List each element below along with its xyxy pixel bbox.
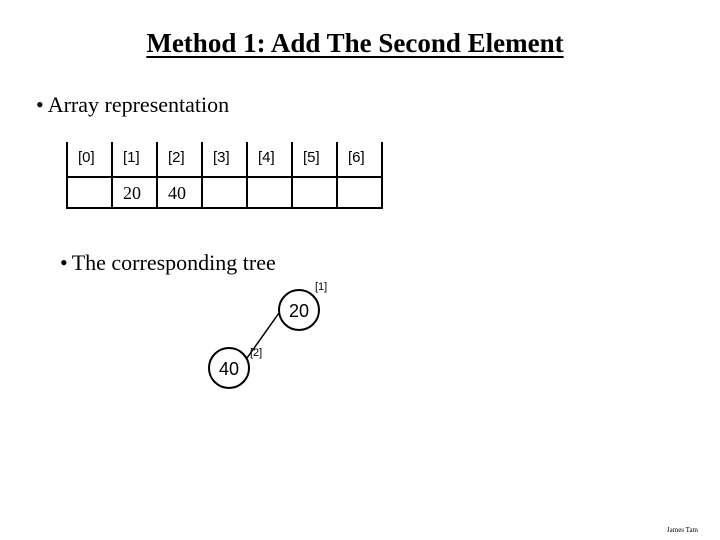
bullet-array-text: Array representation (47, 92, 230, 117)
array-value-2: 40 (156, 176, 201, 207)
slide-title: Method 1: Add The Second Element (146, 28, 564, 58)
bullet-tree-text: The corresponding tree (71, 250, 276, 275)
array-index-6: [6] (336, 142, 381, 176)
array-index-0: [0] (66, 142, 111, 176)
tree-node-left-child-label: 40 (218, 359, 240, 379)
array-index-1: [1] (111, 142, 156, 176)
footer-author: James Tam (666, 526, 698, 534)
bullet-dot: • (36, 92, 44, 117)
array-index-2: [2] (156, 142, 201, 176)
tree-node-root-position: [1] (315, 281, 328, 293)
tree-node-left-child-position: [2] (250, 347, 263, 359)
tree-node-root-label: 20 (288, 301, 310, 321)
array-index-5: [5] (291, 142, 336, 176)
array-index-4: [4] (246, 142, 291, 176)
bullet-dot: • (60, 250, 68, 275)
array-value-1: 20 (111, 176, 156, 207)
array-index-3: [3] (201, 142, 246, 176)
